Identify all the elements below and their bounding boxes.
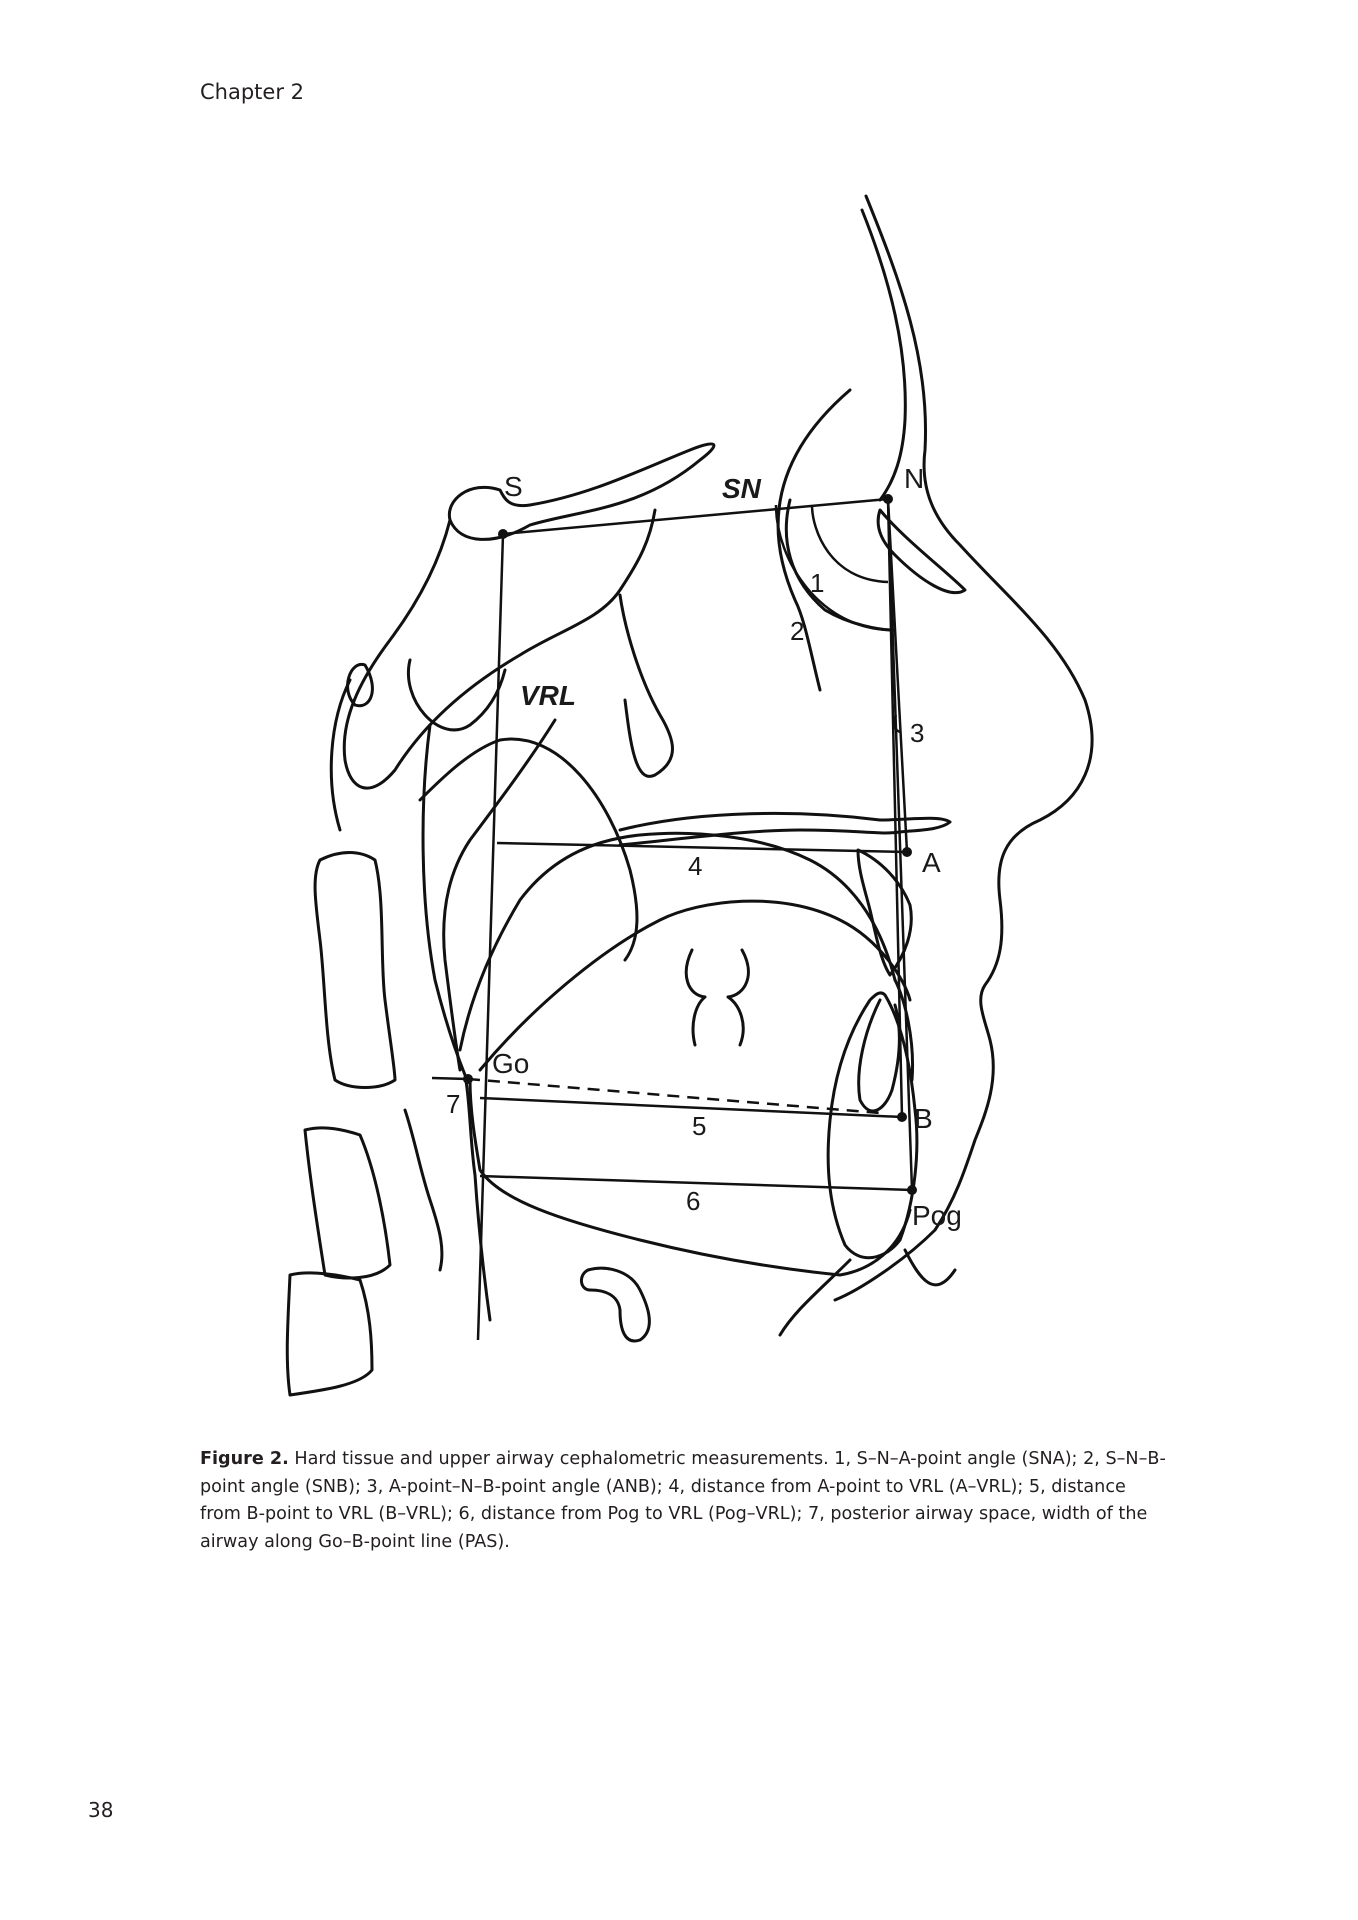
- pharynx-posterior: [423, 725, 490, 1320]
- label-1: 1: [810, 568, 825, 598]
- label-pog: Pog: [912, 1200, 962, 1231]
- chin-soft-tissue: [905, 1250, 955, 1285]
- orbit-curve-1: [778, 390, 850, 690]
- pas-line: [432, 1078, 468, 1079]
- caption-label: Figure 2.: [200, 1449, 289, 1469]
- running-head: Chapter 2: [200, 80, 304, 104]
- label-2: 2: [790, 616, 805, 646]
- point-a: [902, 847, 912, 857]
- point-s: [498, 529, 508, 539]
- vertebra-c2: [315, 853, 395, 1088]
- label-go: Go: [492, 1048, 530, 1079]
- vertebra-c4: [287, 1273, 372, 1395]
- occipital: [331, 680, 350, 830]
- page-number: 38: [88, 1798, 114, 1822]
- tongue-dorsum: [460, 833, 895, 1050]
- tooth-crown: [686, 950, 748, 1045]
- label-n: N: [904, 463, 925, 494]
- figure-caption: [200, 1446, 1168, 1556]
- label-sn: SN: [722, 473, 761, 504]
- point-go: [463, 1074, 473, 1084]
- lower-incisor: [859, 1000, 900, 1111]
- point-pog: [907, 1185, 917, 1195]
- cranial-base: [449, 444, 714, 540]
- pterygoid: [408, 660, 505, 730]
- label-4: 4: [688, 851, 703, 881]
- label-6: 6: [686, 1186, 701, 1216]
- vertebra-c3: [305, 1128, 390, 1278]
- caption-text: Hard tissue and upper airway cephalometric measurements. 1, S–N–A-point angle (SNA); 2, S–N–B-point angle (SNB); 3, A-point–N–B-point angle (ANB); 4, distance from A-point to VRL (A–VRL); 5, distance from B-point to VRL (B–VRL); 6, distance from Pog to VRL (Pog–VRL); 7, posterior airway space, width of the airway along Go–B-point line (PAS).: [200, 1449, 1166, 1552]
- label-s: S: [504, 471, 523, 502]
- symphysis: [828, 993, 917, 1258]
- nasal-bone-outer: [835, 196, 1092, 1300]
- zygoma: [620, 595, 673, 776]
- b-vrl-line: [480, 1098, 902, 1117]
- label-b: B: [914, 1103, 933, 1134]
- label-vrl: VRL: [520, 680, 576, 711]
- ramus: [420, 739, 637, 960]
- condyle: [405, 1110, 442, 1270]
- point-b: [897, 1112, 907, 1122]
- snb-arc: [776, 505, 893, 630]
- pharynx-anterior: [444, 720, 555, 1070]
- point-n: [883, 494, 893, 504]
- hyoid: [581, 1268, 649, 1341]
- label-7: 7: [446, 1089, 461, 1119]
- label-3: 3: [910, 718, 925, 748]
- nasal-bone-inner: [862, 210, 905, 500]
- label-a: A: [922, 847, 941, 878]
- label-5: 5: [692, 1111, 707, 1141]
